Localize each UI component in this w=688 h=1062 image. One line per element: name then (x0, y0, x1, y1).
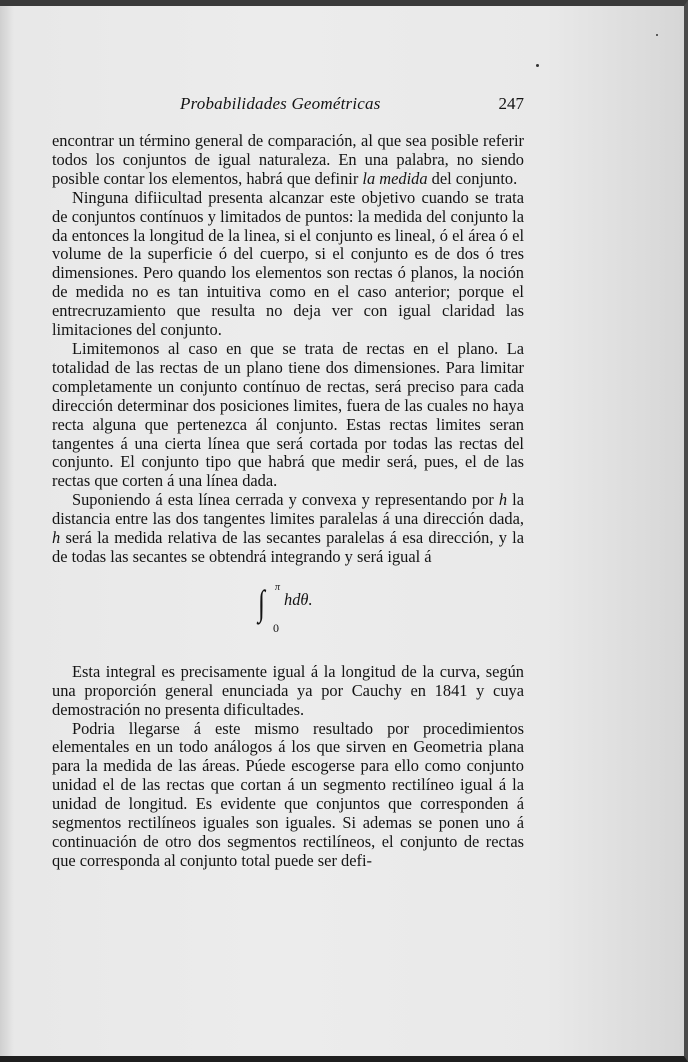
paragraph-1-emphasis: la medida (362, 168, 428, 188)
integral-upper-limit: π (275, 581, 281, 593)
paragraph-3: Limitemonos al caso en que se trata de rectas en el plano. La totalidad de las rectas de un plano tiene dos dimensiones. Para limitar completamente un conjunto contínuo de rectas, será preciso para cada dirección determinar dos posiciones limites, fuera de las cuales no haya recta alguna que pertenezca ál conjunto. Estas rectas limites seran tangentes á una cierta línea que será cortada por todas las rectas del conjunto. El conjunto tipo que habrá que medir será, pues, el de las rectas que corten á una línea dada. (52, 338, 524, 491)
integral-lower-limit: 0 (273, 620, 279, 635)
paragraph-4-after-2: será la medida relativa de las secantes paralelas á esa dirección, y la de todas las secantes se obtendrá integrando y será igual á (52, 528, 524, 566)
paragraph-4-emphasis: h (498, 490, 508, 510)
ink-speck (536, 64, 539, 67)
page-header (52, 94, 524, 118)
paragraph-2: Ninguna difiicultad presenta alcanzar este objetivo cuando se trata de conjuntos contínuos y limitados de puntos: la medida del conjunto la da entonces la longitud de la linea, si el conjunto es lineal, ó el área ó el volume de la superficie ó del cuerpo, si el conjunto es de dos ó tres dimensiones. Pero quando los elementos son rectas ó planos, la noción de medida no es tan intuitiva como en el caso anterior; porque el entrecruzamiento que resulta no deja ver con igual claridad las limitaciones del conjunto. (52, 187, 524, 340)
paragraph-4-text: Suponiendo á esta línea cerrada y convexa y representando por (72, 490, 499, 510)
paragraph-4-emphasis-2: h (52, 528, 61, 548)
integrand: hdθ. (284, 589, 313, 609)
running-title: Probabilidades Geométricas (180, 94, 381, 113)
paragraph-1-after: del conjunto. (427, 168, 518, 188)
integral-formula (52, 581, 524, 639)
paragraph-6: Podria llegarse á este mismo resultado por procedimientos elementales en un todo análogos á los que sirven en Geometria plana para la medida de las áreas. Púede escogerse para ello como conjunto unidad el de las rectas que cortan á un segmento rectilíneo igual á la unidad de longitud. Es evidente que conjuntos que corresponden á segmentos rectilíneos iguales son iguales. Si ademas se ponen uno á continuación de otro dos segmentos rectilíneos, el conjunto de rectas que corresponda al conjunto total puede ser defi- (52, 718, 524, 870)
paragraph-1-text: encontrar un término general de comparación, al que sea posible referir todos los conjuntos de igual naturaleza. En una palabra, no siendo posible contar los elementos, habrá que definir (52, 131, 524, 188)
page-number: 247 (498, 94, 524, 113)
paragraph-5: Esta integral es precisamente igual á la longitud de la curva, según una proporción general enunciada ya por Cauchy en 1841 y cuya demostración no presenta dificultades. (52, 661, 524, 719)
paragraph-4-after: la distancia entre las dos tangentes limites paralelas á una dirección dada, (52, 490, 524, 529)
ink-speck (656, 34, 658, 36)
paragraph-4 (52, 491, 524, 567)
paragraph-1 (52, 132, 524, 189)
body-text (52, 132, 524, 871)
integral-sign: ∫ (258, 582, 265, 623)
